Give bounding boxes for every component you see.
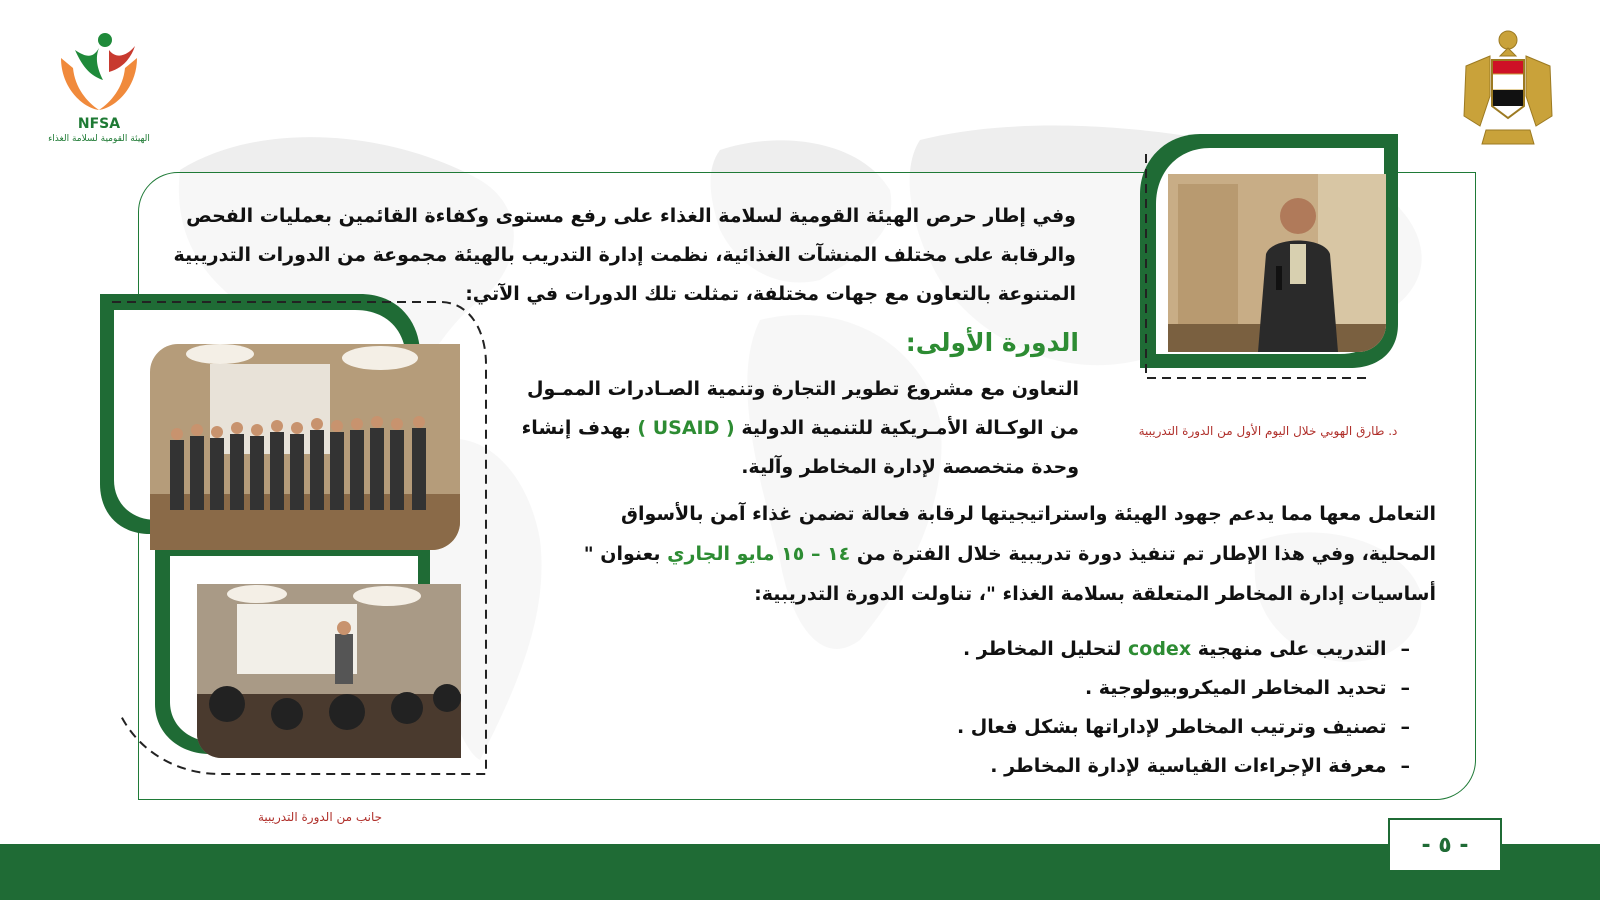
nfsa-logo <box>44 28 154 158</box>
codex-highlight: codex <box>1128 638 1192 660</box>
egypt-eagle-emblem-icon <box>1460 26 1556 150</box>
list-item-text: تحديد المخاطر الميكروبيولوجية . <box>1084 677 1387 699</box>
course-description <box>519 370 1079 487</box>
training-text-after: بعنوان " أساسيات إدارة المخاطر المتعلقة بسلامة الغذاء "، تناولت الدورة التدريبية: <box>583 543 1436 605</box>
photo-training-room <box>197 584 461 758</box>
list-item <box>957 669 1410 708</box>
nfsa-logo-arabic-text: الهيئة القومية لسلامة الغذاء <box>48 134 150 144</box>
bullet-dash: – <box>1400 638 1410 660</box>
training-text-before: التعامل معها مما يدعم جهود الهيئة واستراتيجيتها لرقابة فعالة تضمن غذاء آمن بالأسواق المحلية، وفي هذا الإطار تم تنفيذ دورة تدريبية خلال الفترة من <box>620 503 1436 565</box>
list-item-text: تصنيف وترتيب المخاطر لإداراتها بشكل فعال . <box>956 716 1387 738</box>
topics-list <box>957 630 1410 786</box>
photo-group <box>150 344 460 550</box>
list-item-text: التدريب على منهجية <box>1197 638 1387 660</box>
bullet-dash: – <box>1400 716 1410 738</box>
nfsa-logo-icon <box>53 28 145 120</box>
list-item <box>957 630 1410 669</box>
footer-bar <box>0 844 1600 900</box>
course-heading: الدورة الأولى: <box>905 328 1079 357</box>
list-item-text-after: لتحليل المخاطر . <box>962 638 1122 660</box>
bullet-dash: – <box>1400 755 1410 777</box>
list-item-text: معرفة الإجراءات القياسية لإدارة المخاطر . <box>990 755 1387 777</box>
page-number: - ٥ - <box>1388 818 1502 872</box>
caption-speaker: د. طارق الهوبي خلال اليوم الأول من الدورة التدريبية <box>1138 424 1398 438</box>
nfsa-logo-text: NFSA <box>77 116 121 132</box>
list-item <box>957 747 1410 786</box>
list-item <box>957 708 1410 747</box>
photo-speaker <box>1168 174 1386 352</box>
usaid-highlight: ( USAID ) <box>637 417 735 439</box>
bullet-dash: – <box>1400 677 1410 699</box>
intro-paragraph: وفي إطار حرص الهيئة القومية لسلامة الغذاء على رفع مستوى وكفاءة القائمين بعمليات الفحص والرقابة على مختلف المنشآت الغذائية، نظمت إدارة التدريب بالهيئة مجموعة من الدورات التدريبية المتنوعة بالتعاون مع جهات مختلفة، تمثلت تلك الدورات في الآتي: <box>173 205 1076 305</box>
caption-training: جانب من الدورة التدريبية <box>257 810 383 824</box>
date-highlight: ١٤ – ١٥ مايو الجاري <box>667 543 851 565</box>
training-paragraph <box>576 494 1436 614</box>
course-text-before: التعاون مع مشروع تطوير التجارة وتنمية الصـادرات الممـول من الوكـالة الأمـريكية للتنمية الدولية <box>527 378 1079 439</box>
course-text-after: بهدف إنشاء وحدة متخصصة لإدارة المخاطر وآلية. <box>521 417 1079 478</box>
